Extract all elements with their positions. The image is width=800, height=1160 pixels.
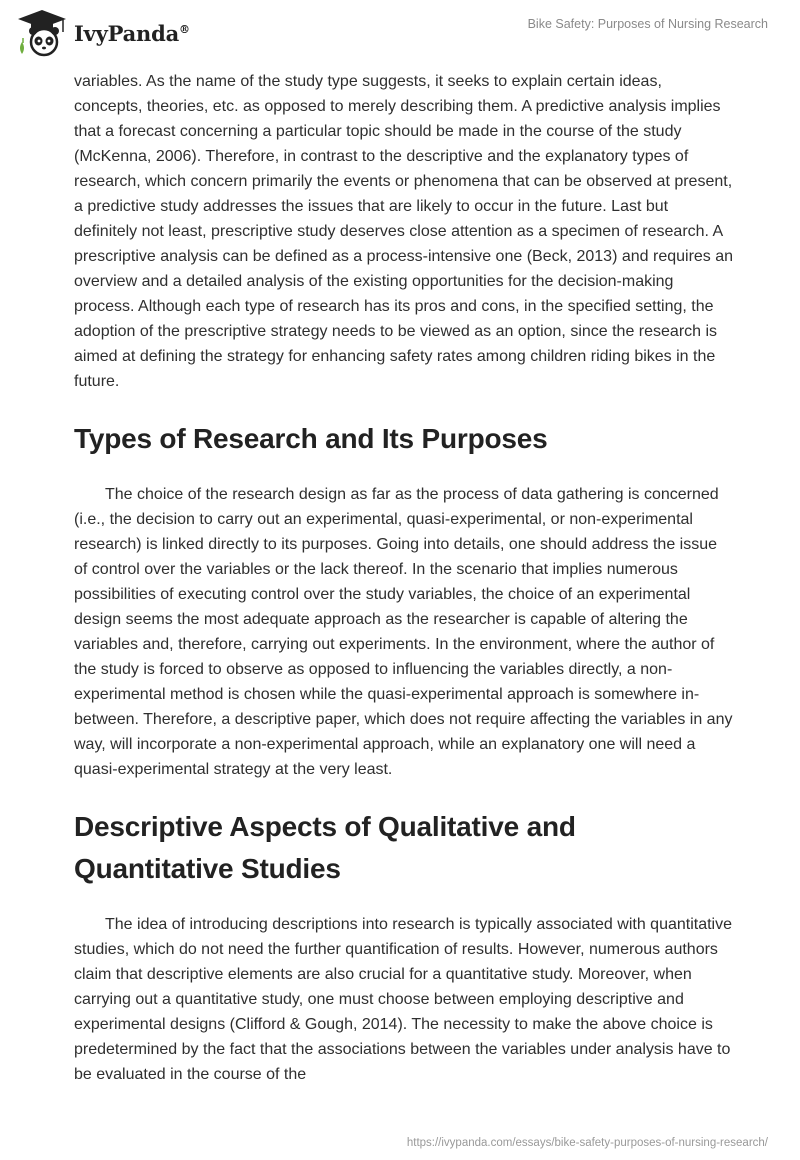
- brand-name: IvyPanda®: [74, 20, 190, 46]
- panda-graduate-icon: [14, 8, 70, 58]
- intro-paragraph: variables. As the name of the study type suggests, it seeks to explain certain ideas, concepts, theories, etc. as opposed to merely describing them. A predictive analysis implies that a forecast concerning a particular topic should be made in the course of the study (McKenna, 2006). Therefore, in contrast to the descriptive and the explanatory types of research, which concern primarily the events or phenomena that can be observed at present, a predictive study addresses the issues that are likely to occur in the future. Last but definitely not least, prescriptive study deserves close attention as a specimen of research. A prescriptive analysis can be defined as a process-intensive one (Beck, 2013) and requires an overview and a detailed analysis of the existing opportunities for the decision-making process. Although each type of research has its pros and cons, in the specified setting, the adoption of the prescriptive strategy needs to be viewed as an option, since the research is aimed at defining the strategy for enhancing safety rates among children riding bikes in the future.: [74, 73, 734, 390]
- source-url[interactable]: https://ivypanda.com/essays/bike-safety-purposes-of-nursing-research/: [406, 1137, 768, 1149]
- essay-content: [74, 69, 734, 1087]
- ivypanda-logo[interactable]: [14, 8, 190, 58]
- section-heading-descriptive-aspects: Descriptive Aspects of Qualitative and Quantitative Studies: [74, 811, 576, 884]
- descriptive-aspects-paragraph: The idea of introducing descriptions into research is typically associated with quantitative studies, which do not need the further quantification of results. However, numerous authors claim that descriptive elements are also crucial for a quantitative study. Moreover, when carrying out a quantitative study, one must choose between employing descriptive and experimental designs (Clifford & Gough, 2014). The necessity to make the above choice is predetermined by the fact that the associations between the variables under analysis have to be evaluated in the course of the: [74, 916, 732, 1083]
- types-of-research-paragraph: The choice of the research design as far as the process of data gathering is concerned (i.e., the decision to carry out an experimental, quasi-experimental, or non-experimental research) is linked directly to its purposes. Going into details, one should address the issue of control over the variables or the lack thereof. In the scenario that implies numerous possibilities of executing control over the study variables, the choice of an experimental design seems the most adequate approach as the researcher is capable of altering the variables and, therefore, carrying out experiments. In the environment, where the author of the study is forced to observe as opposed to influencing the variables directly, a non-experimental method is chosen while the quasi-experimental approach is somewhere in-between. Therefore, a descriptive paper, which does not require affecting the variables in any way, will incorporate a non-experimental approach, while an explanatory one will need a quasi-experimental strategy at the very least.: [74, 486, 733, 778]
- document-title: Bike Safety: Purposes of Nursing Research: [527, 17, 768, 31]
- page-header: [0, 0, 800, 64]
- section-heading-types-of-research: Types of Research and Its Purposes: [74, 423, 548, 454]
